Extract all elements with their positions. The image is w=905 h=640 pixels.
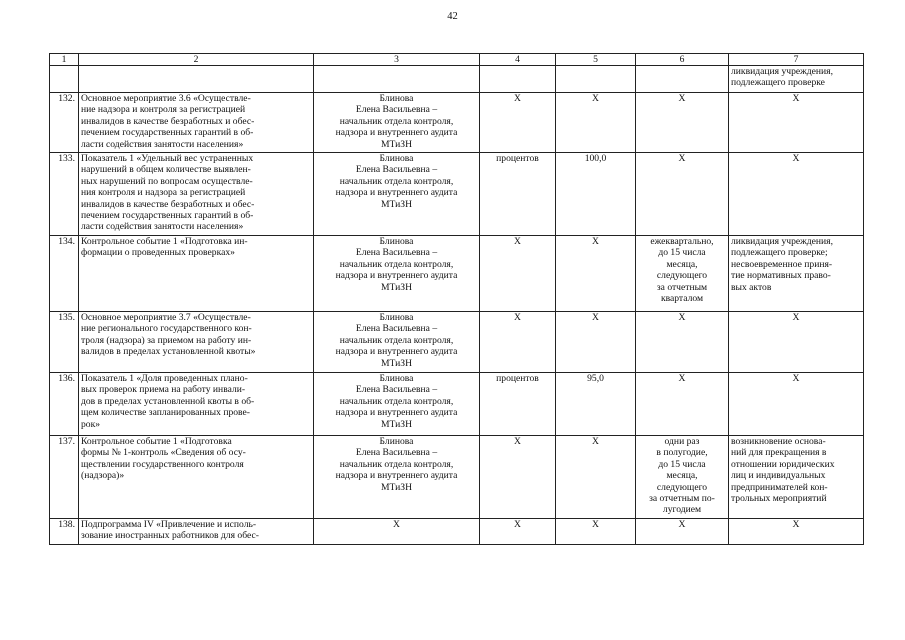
column-header: 6	[636, 54, 729, 66]
unit-of-measure: X	[480, 312, 556, 373]
risk-description: X	[729, 519, 864, 545]
risk-description: X	[729, 93, 864, 153]
column-header: 1	[50, 54, 79, 66]
unit-of-measure: процентов	[480, 153, 556, 236]
responsible-person	[314, 66, 480, 93]
row-number: 137.	[50, 436, 79, 519]
responsible-person: Блинова Елена Васильевна – начальник отдела контроля, надзора и внутреннего аудита МТиЗН	[314, 373, 480, 436]
deadline: X	[636, 519, 729, 545]
row-name: Основное мероприятие 3.7 «Осуществле- ние регионального государственного кон- троля (надзора) за приемом на работу ин- валидов в пределах установленной квоты»	[79, 312, 314, 373]
deadline	[636, 66, 729, 93]
page-number: 42	[447, 11, 458, 22]
row-number: 132.	[50, 93, 79, 153]
risk-description: ликвидация учреждения, подлежащего проверке; несвоевременное приня- тие нормативных право- вых актов	[729, 236, 864, 312]
target-value: X	[556, 312, 636, 373]
row-number: 133.	[50, 153, 79, 236]
column-header-row	[50, 54, 864, 66]
responsible-person: Блинова Елена Васильевна – начальник отдела контроля, надзора и внутреннего аудита МТиЗН	[314, 153, 480, 236]
plan-table	[49, 53, 864, 545]
row-name: Основное мероприятие 3.6 «Осуществле- ние надзора и контроля за регистрацией инвалидов в качестве безработных и обес- печением государственных гарантий в об- ласти содействия занятости населения»	[79, 93, 314, 153]
row-name: Показатель 1 «Доля проведенных плано- вых проверок приема на работу инвали- дов в пределах установленной квоты в об- щем количестве запланированных прове- рок»	[79, 373, 314, 436]
table-row	[50, 153, 864, 236]
risk-description: X	[729, 312, 864, 373]
responsible-person: Блинова Елена Васильевна – начальник отдела контроля, надзора и внутреннего аудита МТиЗН	[314, 93, 480, 153]
unit-of-measure: X	[480, 236, 556, 312]
deadline: одни раз в полугодие, до 15 числа месяца, следующего за отчетным по- лугодием	[636, 436, 729, 519]
table-row	[50, 373, 864, 436]
row-name: Показатель 1 «Удельный вес устраненных нарушений в общем количестве выявлен- ных нарушений по вопросам осуществле- ния контроля и надзора за регистрацией инвалидов в качестве безработных и обес- печением государственных гарантий в об- ласти содействия занятости населения»	[79, 153, 314, 236]
target-value: X	[556, 236, 636, 312]
unit-of-measure: X	[480, 93, 556, 153]
column-header: 2	[79, 54, 314, 66]
unit-of-measure: X	[480, 436, 556, 519]
row-name: Контрольное событие 1 «Подготовка формы № 1-контроль «Сведения об осу- ществлении государственного контроля (надзора)»	[79, 436, 314, 519]
deadline: X	[636, 153, 729, 236]
table-row	[50, 93, 864, 153]
responsible-person: Блинова Елена Васильевна – начальник отдела контроля, надзора и внутреннего аудита МТиЗН	[314, 312, 480, 373]
responsible-person: Блинова Елена Васильевна – начальник отдела контроля, надзора и внутреннего аудита МТиЗН	[314, 236, 480, 312]
target-value: X	[556, 93, 636, 153]
deadline: X	[636, 93, 729, 153]
row-number	[50, 66, 79, 93]
deadline: X	[636, 373, 729, 436]
unit-of-measure	[480, 66, 556, 93]
responsible-person: Блинова Елена Васильевна – начальник отдела контроля, надзора и внутреннего аудита МТиЗН	[314, 436, 480, 519]
unit-of-measure: X	[480, 519, 556, 545]
column-header: 5	[556, 54, 636, 66]
table-row	[50, 312, 864, 373]
deadline: X	[636, 312, 729, 373]
row-number: 135.	[50, 312, 79, 373]
table-row	[50, 66, 864, 93]
row-number: 136.	[50, 373, 79, 436]
target-value	[556, 66, 636, 93]
risk-description: X	[729, 373, 864, 436]
column-header: 4	[480, 54, 556, 66]
row-number: 138.	[50, 519, 79, 545]
column-header: 7	[729, 54, 864, 66]
target-value: 95,0	[556, 373, 636, 436]
risk-description: возникновение основа- ний для прекращения в отношении юридических лиц и индивидуальных предпринимателей кон- трольных мероприятий	[729, 436, 864, 519]
deadline: ежеквартально, до 15 числа месяца, следующего за отчетным кварталом	[636, 236, 729, 312]
responsible-person: X	[314, 519, 480, 545]
target-value: 100,0	[556, 153, 636, 236]
row-name: Подпрограмма IV «Привлечение и исполь- зование иностранных работников для обес-	[79, 519, 314, 545]
row-name	[79, 66, 314, 93]
unit-of-measure: процентов	[480, 373, 556, 436]
column-header: 3	[314, 54, 480, 66]
target-value: X	[556, 519, 636, 545]
row-number: 134.	[50, 236, 79, 312]
risk-description: X	[729, 153, 864, 236]
row-name: Контрольное событие 1 «Подготовка ин- формации о проведенных проверках»	[79, 236, 314, 312]
table-row	[50, 519, 864, 545]
table-row	[50, 436, 864, 519]
target-value: X	[556, 436, 636, 519]
table-row	[50, 236, 864, 312]
risk-description: ликвидация учреждения, подлежащего проверке	[729, 66, 864, 93]
